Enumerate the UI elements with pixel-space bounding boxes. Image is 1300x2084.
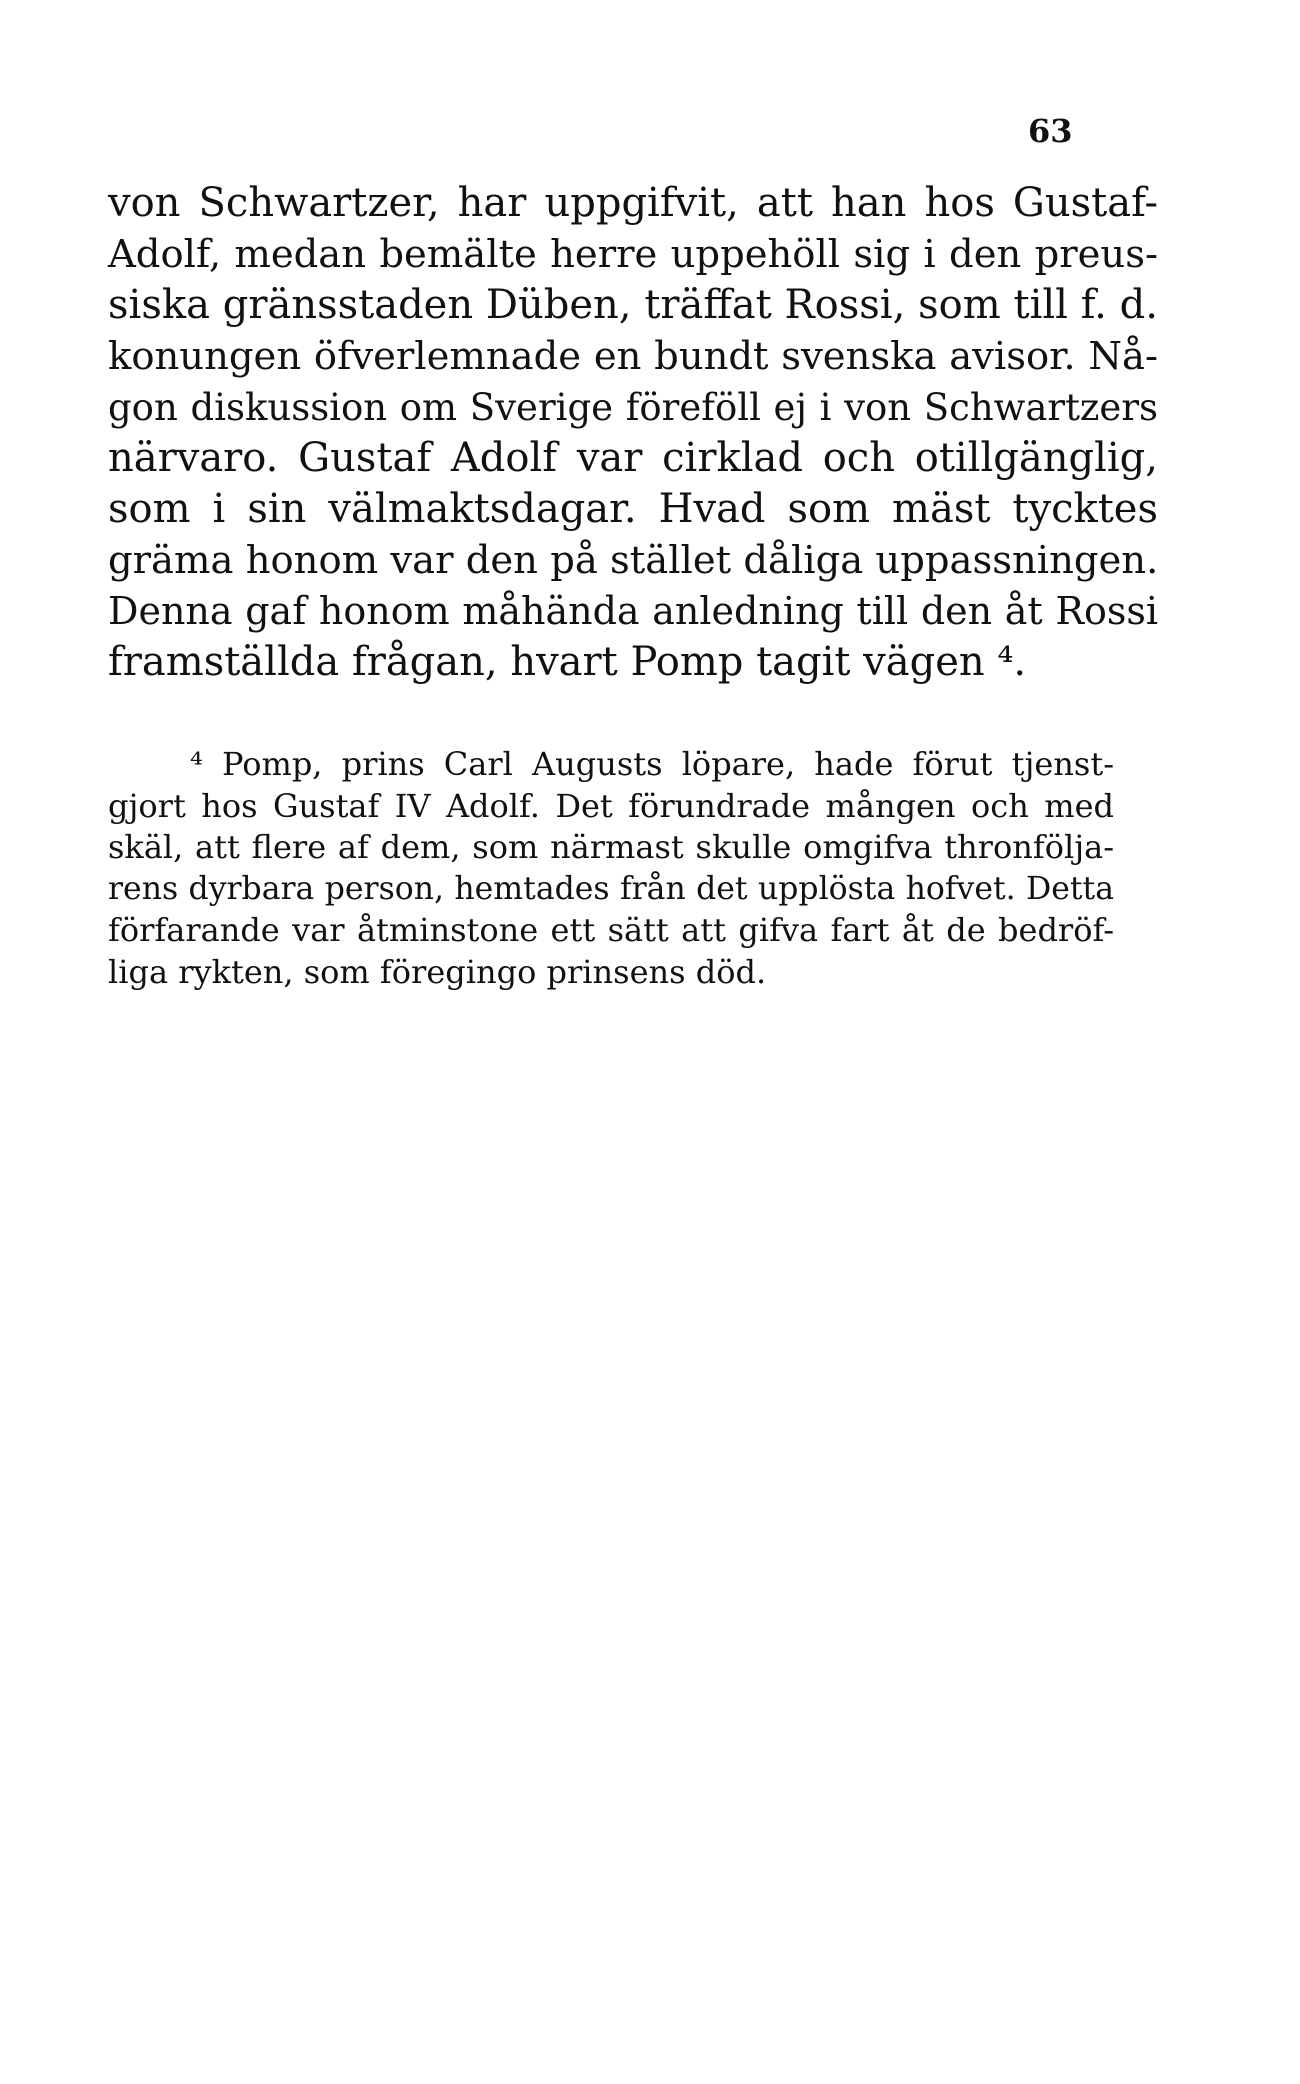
body-line: Denna gaf honom måhända anledning till den åt Rossi: [108, 589, 1158, 633]
body-line: Adolf, medan bemälte herre uppehöll sig i den preus-: [108, 232, 1158, 277]
body-line: siska gränsstaden Düben, träffat Rossi, som till f. d.: [108, 282, 1158, 328]
footnote-line: förfarande var åtminstone ett sätt att gifva fart åt de bedröf-: [108, 911, 1114, 949]
body-line: konungen öfverlemnade en bundt svenska avisor. Nå-: [108, 334, 1158, 379]
body-line: närvaro. Gustaf Adolf var cirklad och otillgänglig,: [108, 435, 1158, 481]
footnote: [108, 744, 1114, 993]
body-text: [108, 178, 1158, 688]
footnote-line: rens dyrbara person, hemtades från det upplösta hofvet. Detta: [108, 870, 1114, 907]
footnote-line: liga rykten, som föregingo prinsens död.: [108, 952, 767, 991]
footnote-line: gjort hos Gustaf IV Adolf. Det förundrade mången och med: [108, 786, 1114, 825]
body-line: gräma honom var den på stället dåliga uppassningen.: [108, 538, 1159, 583]
footnote-line: ⁴ Pomp, prins Carl Augusts löpare, hade förut tjenst-: [190, 745, 1114, 783]
footnote-line: skäl, att flere af dem, som närmast skulle omgifva thronfölja-: [108, 828, 1114, 866]
body-line: gon diskussion om Sverige föreföll ej i von Schwartzers: [108, 386, 1158, 429]
body-line: von Schwartzer, har uppgifvit, att han hos Gustaf-: [108, 180, 1158, 226]
page-number: 63: [1028, 112, 1073, 150]
body-line: framställda frågan, hvart Pomp tagit vägen ⁴.: [108, 639, 1027, 685]
body-line: som i sin välmaktsdagar. Hvad som mäst tycktes: [108, 486, 1158, 532]
